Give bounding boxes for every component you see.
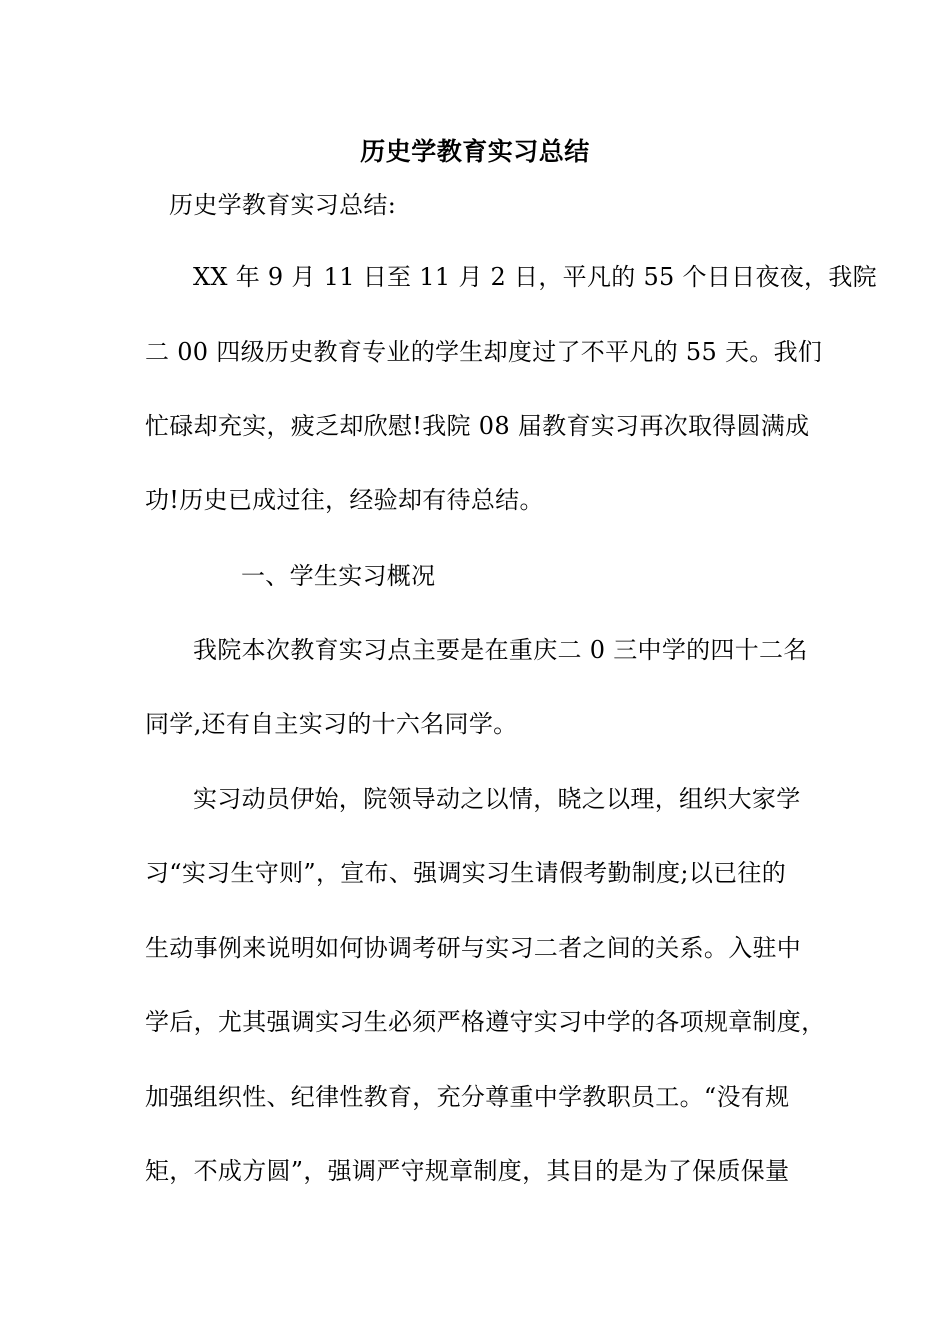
intro-line: 历史学教育实习总结: <box>169 191 397 219</box>
paragraph-line: 学后，尤其强调实习生必须严格遵守实习中学的各项规章制度， <box>145 1008 826 1036</box>
paragraph-line: 同学,还有自主实习的十六名同学。 <box>145 710 518 738</box>
paragraph-line: 实习动员伊始，院领导动之以情，晓之以理，组织大家学 <box>193 785 801 813</box>
paragraph-line: XX 年 9 月 11 日至 11 月 2 日，平凡的 55 个日日夜夜，我院 <box>193 263 877 291</box>
paragraph-line: 忙碌却充实，疲乏却欣慰!我院 08 届教育实习再次取得圆满成 <box>145 412 810 440</box>
section-heading: 一、学生实习概况 <box>241 562 436 590</box>
paragraph-line: 二 00 四级历史教育专业的学生却度过了不平凡的 55 天。我们 <box>145 338 823 366</box>
paragraph-line: 习“实习生守则”，宣布、强调实习生请假考勤制度;以已往的 <box>145 859 787 887</box>
document-title: 历史学教育实习总结 <box>360 137 590 166</box>
paragraph-line: 我院本次教育实习点主要是在重庆二 0 三中学的四十二名 <box>193 636 808 664</box>
paragraph-line: 矩，不成方圆”，强调严守规章制度，其目的是为了保质保量 <box>145 1157 790 1185</box>
paragraph-line: 功!历史已成过往，经验却有待总结。 <box>145 486 544 514</box>
paragraph-line: 生动事例来说明如何协调考研与实习二者之间的关系。入驻中 <box>145 934 802 962</box>
paragraph-line: 加强组织性、纪律性教育，充分尊重中学教职员工。“没有规 <box>145 1083 790 1111</box>
